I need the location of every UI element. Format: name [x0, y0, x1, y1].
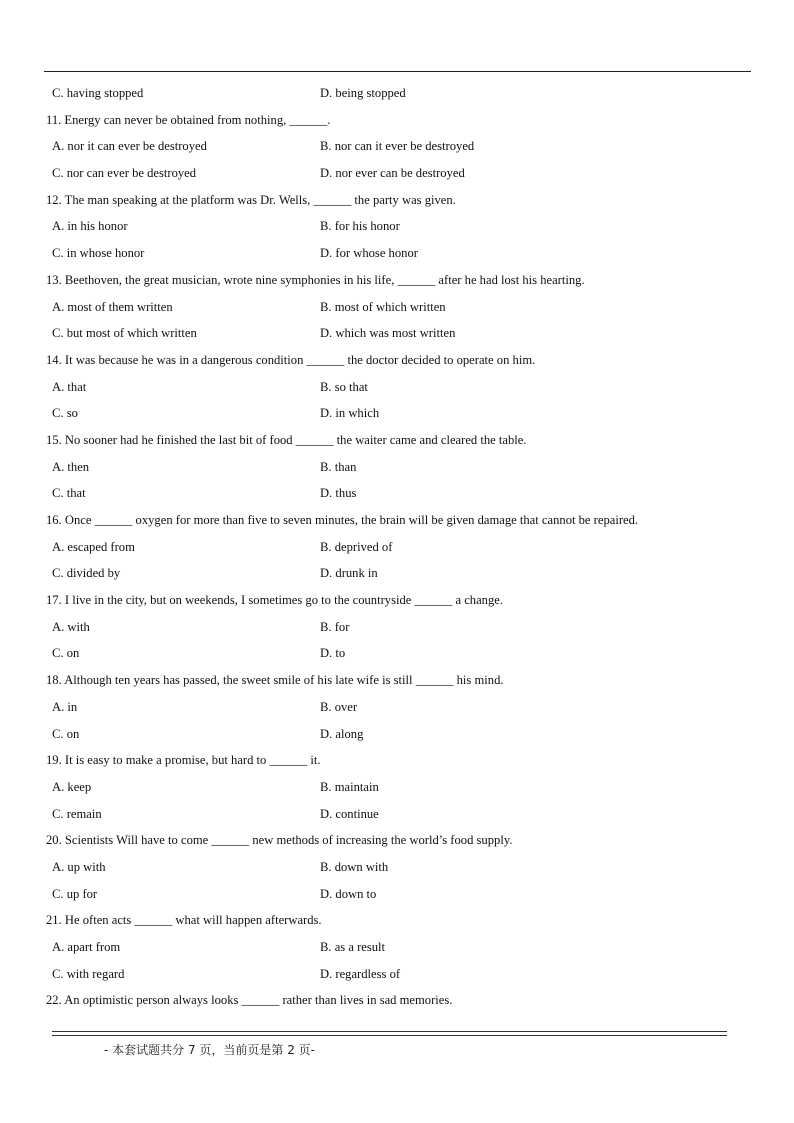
option-row — [44, 320, 751, 347]
option-left: A. in — [52, 699, 78, 714]
option-left: A. keep — [52, 779, 92, 794]
option-row — [44, 614, 751, 641]
option-left: C. on — [52, 646, 80, 661]
option-row — [44, 240, 751, 267]
header-rule — [44, 71, 751, 72]
question-stem: 14. It was because he was in a dangerous condition ______ the doctor decided to operate on him. — [46, 352, 536, 367]
option-row — [44, 80, 751, 107]
option-right: D. for whose honor — [320, 246, 418, 261]
option-row — [44, 560, 751, 587]
option-right: B. so that — [320, 379, 368, 394]
option-right: B. for — [320, 619, 350, 634]
option-row — [44, 694, 751, 721]
option-left: A. in his honor — [52, 219, 128, 234]
option-left: A. up with — [52, 859, 106, 874]
question-stem: 20. Scientists Will have to come ______ new methods of increasing the world’s food supply. — [46, 833, 513, 848]
option-right: B. maintain — [320, 779, 379, 794]
option-row — [44, 160, 751, 187]
option-left: C. nor can ever be destroyed — [52, 166, 197, 181]
option-left: A. that — [52, 379, 87, 394]
option-row — [44, 801, 751, 828]
option-right: B. over — [320, 699, 358, 714]
option-right: D. thus — [320, 486, 357, 501]
option-row — [44, 133, 751, 160]
option-row — [44, 854, 751, 881]
option-left: A. with — [52, 619, 90, 634]
option-right: D. which was most written — [320, 326, 456, 341]
option-left: C. but most of which written — [52, 326, 197, 341]
option-row — [44, 640, 751, 667]
option-row — [44, 961, 751, 988]
option-left: C. on — [52, 726, 80, 741]
option-left: A. nor it can ever be destroyed — [52, 139, 207, 154]
question-stem: 18. Although ten years has passed, the sweet smile of his late wife is still ______ his mind. — [46, 673, 504, 688]
option-right: B. deprived of — [320, 539, 393, 554]
option-right: B. most of which written — [320, 299, 446, 314]
option-left: A. apart from — [52, 940, 121, 954]
option-left: C. up for — [52, 886, 98, 901]
question-stem: 21. He often acts ______ what will happen afterwards. — [46, 913, 322, 928]
option-right: B. nor can it ever be destroyed — [320, 139, 475, 154]
footer-rule — [52, 1031, 727, 1036]
question-stem: 16. Once ______ oxygen for more than five to seven minutes, the brain will be given damage that cannot be repaired. — [46, 513, 639, 527]
option-right: B. as a result — [320, 940, 386, 954]
option-left: C. in whose honor — [52, 246, 145, 261]
option-right: D. in which — [320, 406, 380, 421]
option-right: B. for his honor — [320, 219, 400, 234]
question-stem: 22. An optimistic person always looks ______ rather than lives in sad memories. — [46, 993, 453, 1008]
option-row — [44, 400, 751, 427]
option-row — [44, 213, 751, 240]
option-left: C. remain — [52, 806, 102, 821]
question-stem: 13. Beethoven, the great musician, wrote nine symphonies in his life, ______ after he had lost his hearting. — [46, 272, 585, 287]
option-right: D. along — [320, 726, 364, 741]
option-left: A. then — [52, 459, 90, 474]
option-row — [44, 534, 751, 561]
option-right: D. continue — [320, 806, 379, 821]
option-right: D. down to — [320, 886, 377, 901]
option-right: D. drunk in — [320, 566, 378, 581]
option-row — [44, 774, 751, 801]
option-left: C. that — [52, 486, 86, 501]
option-left: A. most of them written — [52, 299, 173, 314]
question-list — [44, 80, 751, 1014]
option-row — [44, 374, 751, 401]
option-right: D. to — [320, 646, 346, 661]
option-row — [44, 721, 751, 748]
option-left: C. divided by — [52, 566, 121, 581]
option-right: D. nor ever can be destroyed — [320, 166, 465, 181]
option-right: B. down with — [320, 859, 389, 874]
option-right: D. regardless of — [320, 966, 401, 981]
option-left: C. so — [52, 406, 78, 421]
page-footer: - 本套试题共分 7 页，当前页是第 2 页- — [104, 1043, 316, 1057]
option-row — [44, 881, 751, 908]
question-stem: 19. It is easy to make a promise, but hard to ______ it. — [46, 753, 321, 768]
option-right: B. than — [320, 459, 357, 474]
question-stem: 11. Energy can never be obtained from nothing, ______. — [46, 112, 331, 127]
question-stem: 17. I live in the city, but on weekends, I sometimes go to the countryside ______ a change. — [46, 593, 504, 608]
question-stem: 15. No sooner had he finished the last bit of food ______ the waiter came and cleared the table. — [46, 432, 527, 447]
option-row — [44, 934, 751, 961]
option-right: D. being stopped — [320, 86, 406, 100]
option-row — [44, 454, 751, 481]
option-left: C. with regard — [52, 966, 125, 981]
option-left: A. escaped from — [52, 539, 135, 554]
option-row — [44, 294, 751, 321]
question-stem: 12. The man speaking at the platform was Dr. Wells, ______ the party was given. — [46, 192, 456, 207]
option-row — [44, 480, 751, 507]
option-left: C. having stopped — [52, 86, 144, 100]
